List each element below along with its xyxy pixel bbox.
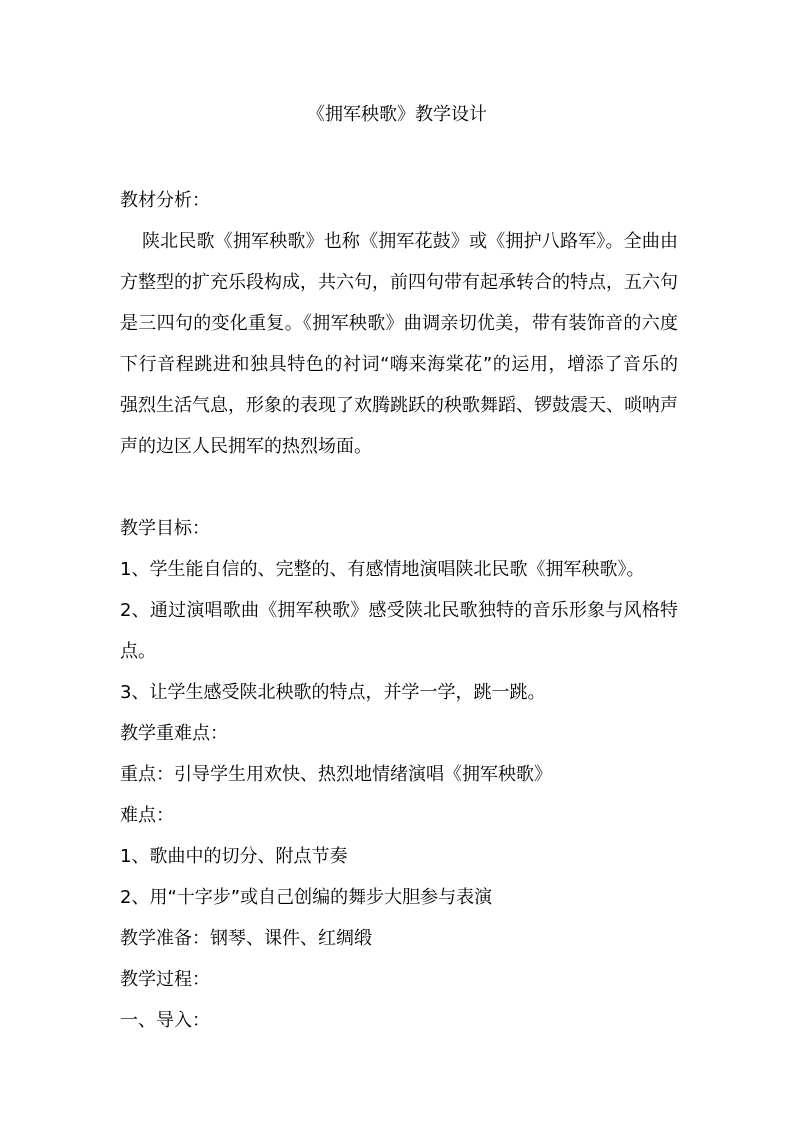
document-body xyxy=(120,180,678,1041)
goal-item-3: 3、让学生感受陕北秧歌的特点，并学一学，跳一跳。 xyxy=(120,682,546,703)
material-paragraph: 陕北民歌《拥军秧歌》也称《拥军花鼓》或《拥护八路军》。全曲由方整型的扩充乐段构成，共六句，前四句带有起承转合的特点，五六句是三四句的变化重复。《拥军秧歌》曲调亲切优美，带有装饰音的六度下行音程跳进和独具特色的衬词“嗨来海棠花”的运用，增添了音乐的强烈生活气息，形象的表现了欢腾跳跃的秧歌舞蹈、锣鼓震天、唢呐声声的边区人民拥军的热烈场面。 xyxy=(120,231,678,457)
document-title: 《拥军秧歌》教学设计 xyxy=(307,104,487,125)
goal-item-1: 1、学生能自信的、完整的、有感情地演唱陕北民歌《拥军秧歌》。 xyxy=(120,559,645,580)
teaching-prep: 教学准备：钢琴、课件、红绸缎 xyxy=(120,928,372,949)
material-heading: 教材分析： xyxy=(120,190,210,211)
intro-heading: 一、导入： xyxy=(120,1010,210,1031)
goal-item-2: 2、通过演唱歌曲《拥军秧歌》感受陕北民歌独特的音乐形象与风格特点。 xyxy=(120,600,678,662)
difficulty-item-2: 2、用“十字步”或自己创编的舞步大胆参与表演 xyxy=(120,887,493,908)
process-heading: 教学过程： xyxy=(120,969,210,990)
difficulty-heading: 难点： xyxy=(120,805,174,826)
key-points-heading: 教学重难点： xyxy=(120,723,228,744)
key-point: 重点：引导学生用欢快、热烈地情绪演唱《拥军秧歌》 xyxy=(120,764,552,785)
difficulty-item-1: 1、歌曲中的切分、附点节奏 xyxy=(120,846,348,867)
goals-heading: 教学目标： xyxy=(120,518,210,539)
